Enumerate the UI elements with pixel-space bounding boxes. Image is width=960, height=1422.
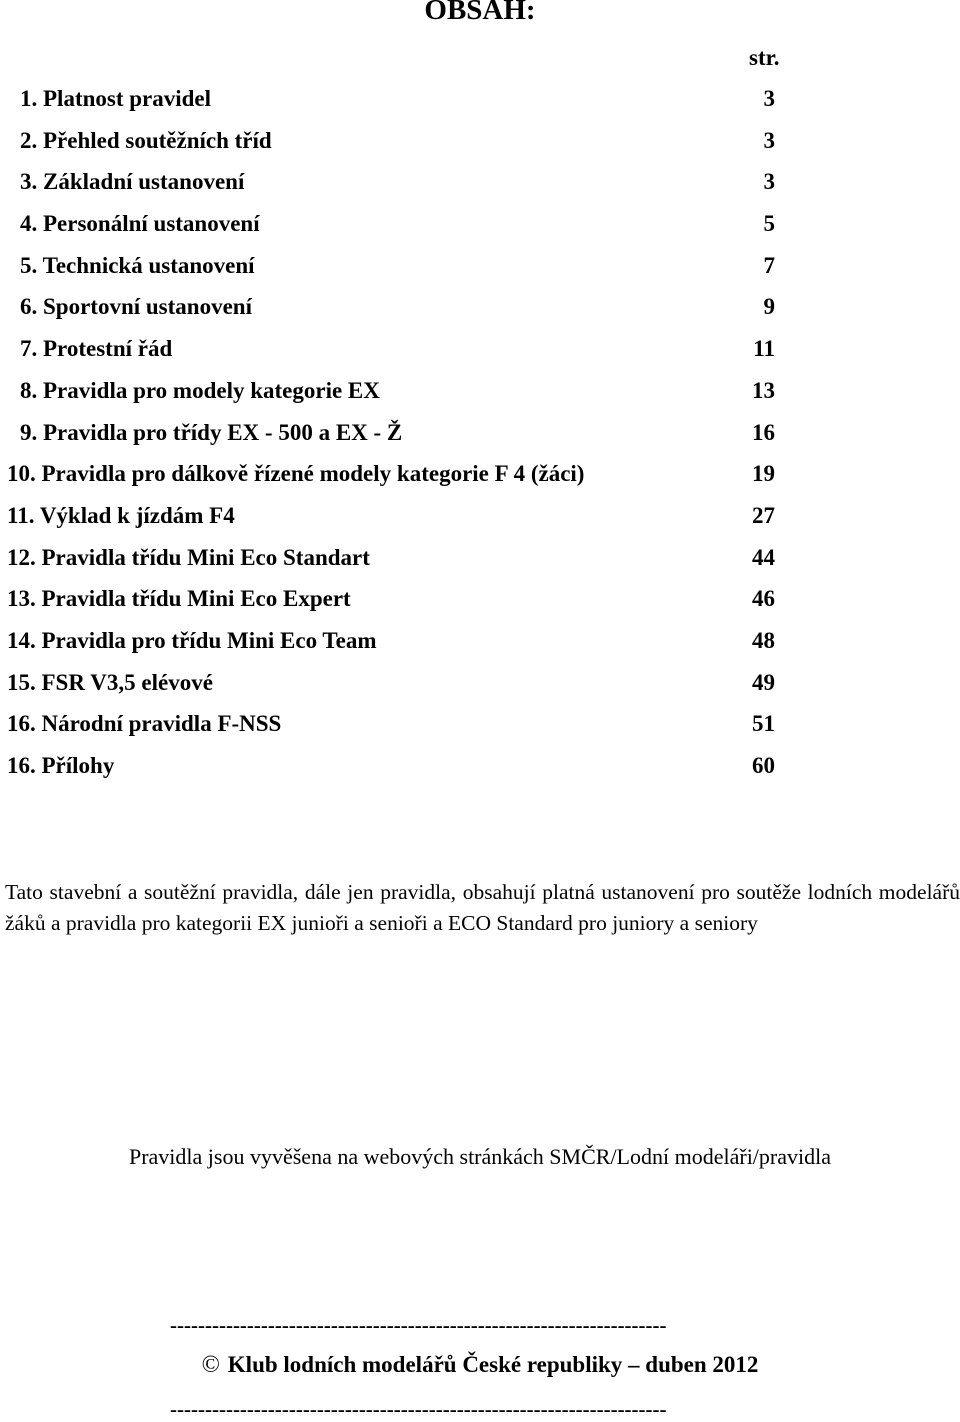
toc-entry-label: 8. Pravidla pro modely kategorie EX bbox=[20, 377, 380, 403]
toc-entry-label: 14. Pravidla pro třídu Mini Eco Team bbox=[7, 627, 377, 653]
publication-note: Pravidla jsou vyvěšena na webových stránkách SMČR/Lodní modeláři/pravidla bbox=[128, 1144, 831, 1169]
toc-entry bbox=[0, 124, 960, 166]
toc-entry bbox=[0, 749, 960, 791]
toc-entry-label: 2. Přehled soutěžních tříd bbox=[20, 127, 272, 153]
toc-entry-label: 10. Pravidla pro dálkově řízené modely kategorie F 4 (žáci) bbox=[7, 461, 585, 487]
page-column-label: str. bbox=[749, 45, 780, 70]
toc-entry bbox=[0, 207, 960, 249]
toc-entry-label: 16. Národní pravidla F-NSS bbox=[7, 711, 282, 737]
toc-entry-label: 5. Technická ustanovení bbox=[20, 252, 255, 278]
toc-entry-page: 60 bbox=[752, 753, 775, 778]
toc-entry-page: 3 bbox=[763, 86, 775, 111]
separator-bottom: ----------------------------------------------------------------------- bbox=[170, 1397, 667, 1421]
toc-entry bbox=[0, 624, 960, 666]
toc-entry-page: 13 bbox=[752, 377, 775, 403]
toc-entry bbox=[0, 666, 960, 708]
toc-entry bbox=[0, 165, 960, 207]
toc-entry bbox=[0, 499, 960, 541]
toc-entry-label: 9. Pravidla pro třídy EX - 500 a EX - Ž bbox=[20, 419, 403, 445]
toc-entry bbox=[0, 332, 960, 374]
toc-entry-page: 48 bbox=[752, 627, 775, 653]
toc-entry bbox=[0, 707, 960, 749]
toc-entry bbox=[0, 82, 960, 124]
toc-entry-label: 6. Sportovní ustanovení bbox=[20, 294, 252, 320]
separator-top: ----------------------------------------------------------------------- bbox=[170, 1313, 667, 1337]
toc-entry bbox=[0, 374, 960, 416]
toc-entry-page: 9 bbox=[763, 294, 775, 320]
toc-entry-label: 13. Pravidla třídu Mini Eco Expert bbox=[7, 586, 351, 612]
intro-paragraph: Tato stavební a soutěžní pravidla, dále jen pravidla, obsahují platná ustanovení pro soutěže lodních modelářů žáků a pravidla pro kategorii EX junioři a senioři a ECO Standard pro juniory a seniory bbox=[5, 880, 960, 935]
toc-entry-label: 12. Pravidla třídu Mini Eco Standart bbox=[7, 544, 370, 570]
toc-entry-page: 3 bbox=[763, 127, 775, 153]
toc-entry-page: 44 bbox=[752, 544, 775, 570]
toc-entry-page: 11 bbox=[753, 336, 775, 362]
toc-entry-page: 19 bbox=[752, 461, 775, 487]
toc-entry-page: 5 bbox=[763, 211, 775, 237]
toc-entry-label: 3. Základní ustanovení bbox=[20, 169, 245, 195]
copyright-symbol: © bbox=[201, 1352, 220, 1378]
page-title: OBSAH: bbox=[424, 0, 536, 26]
toc-entry-label: 7. Protestní řád bbox=[20, 336, 173, 362]
toc-entry-label: 11. Výklad k jízdám F4 bbox=[7, 502, 235, 528]
toc-entry-page: 49 bbox=[752, 669, 775, 695]
table-of-contents bbox=[0, 82, 960, 791]
toc-entry-page: 46 bbox=[752, 586, 775, 612]
copyright-line bbox=[0, 1352, 960, 1379]
toc-entry bbox=[0, 290, 960, 332]
toc-entry bbox=[0, 582, 960, 624]
toc-entry-page: 3 bbox=[763, 169, 775, 195]
copyright-text: Klub lodních modelářů České republiky – duben 2012 bbox=[227, 1352, 759, 1377]
toc-entry-label: 15. FSR V3,5 elévové bbox=[7, 669, 213, 695]
toc-entry-page: 7 bbox=[763, 252, 775, 278]
toc-entry-label: 1. Platnost pravidel bbox=[20, 86, 212, 111]
toc-entry bbox=[0, 541, 960, 583]
toc-entry-label: 4. Personální ustanovení bbox=[20, 211, 260, 237]
toc-entry bbox=[0, 416, 960, 458]
toc-entry bbox=[0, 249, 960, 291]
toc-entry-label: 16. Přílohy bbox=[7, 753, 115, 778]
toc-entry bbox=[0, 457, 960, 499]
toc-entry-page: 16 bbox=[752, 419, 775, 445]
toc-entry-page: 51 bbox=[752, 711, 775, 737]
toc-entry-page: 27 bbox=[752, 502, 775, 528]
